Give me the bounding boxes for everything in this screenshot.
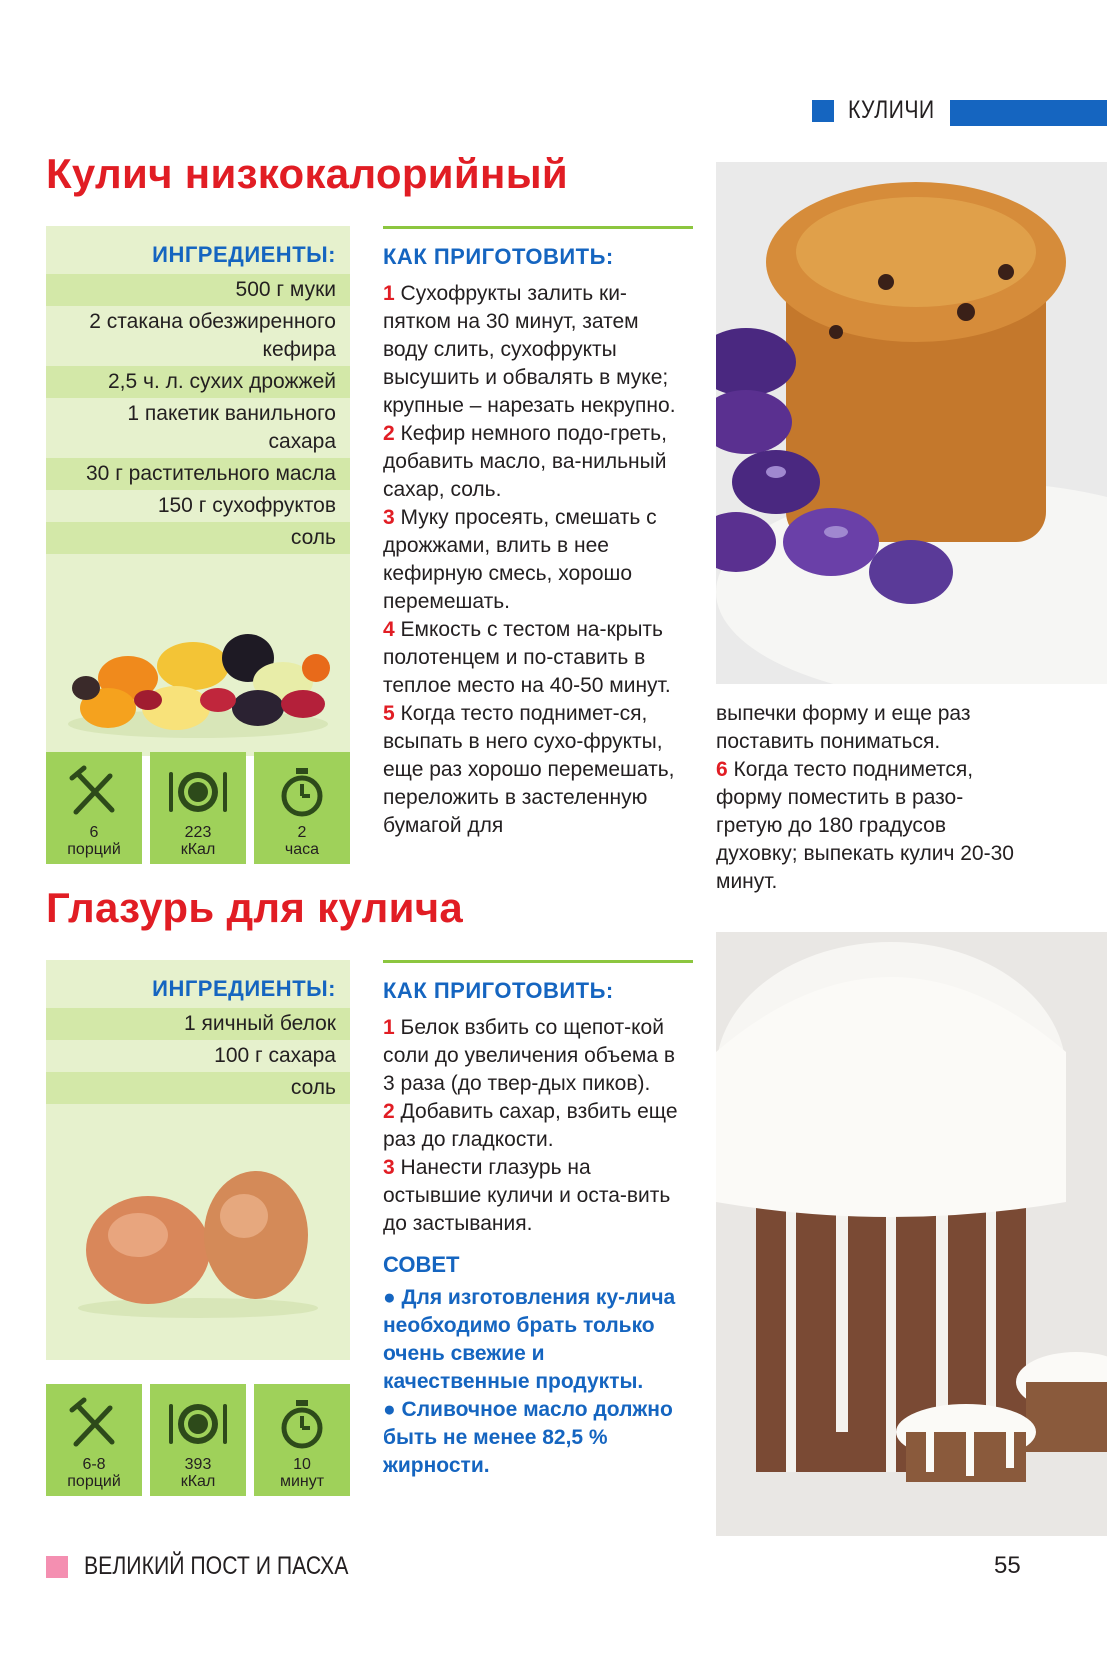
recipe1-method (383, 244, 683, 840)
servings-stat (46, 752, 142, 864)
footer-marker (46, 1556, 68, 1578)
kulich-photo (716, 162, 1107, 684)
step: 2 Добавить сахар, взбить еще раз до гладкости. (383, 1100, 678, 1151)
step: 3 Муку просеять, смешать с дрожжами, влить в нее кефирную смесь, хорошо перемешать. (383, 506, 657, 613)
time-value: 10 (293, 1456, 311, 1473)
servings-unit: порций (67, 841, 121, 858)
section-bar (950, 100, 1107, 126)
calories-unit: кКал (180, 1473, 216, 1490)
dried-fruit-image (48, 596, 348, 746)
calories-stat (150, 1384, 246, 1496)
step: 1 Белок взбить со щепот-кой соли до увеличения объема в 3 раза (до твер-дых пиков). (383, 1016, 676, 1095)
time-stat (254, 1384, 350, 1496)
plate-icon (166, 764, 230, 820)
calories-unit: кКал (180, 841, 216, 858)
calories-stat (150, 752, 246, 864)
ingredient-item: соль (46, 522, 350, 554)
recipe1-ingredients-list (46, 274, 350, 554)
section-tag (812, 96, 950, 125)
fork-knife-icon (66, 764, 122, 820)
recipe1-continuation (716, 700, 1026, 896)
glazed-kulich-image (716, 932, 1107, 1536)
recipe1-title: Кулич низкокалорийный (46, 150, 568, 197)
time-stat (254, 752, 350, 864)
servings-stat (46, 1384, 142, 1496)
calories-value: 393 (184, 1456, 212, 1473)
calories-value: 223 (184, 824, 212, 841)
step: 1 Сухофрукты залить ки-пятком на 30 минут, затем воду слить, сухофрукты высушить и обвалять в муке; крупные – нарезать некрупно. (383, 282, 676, 417)
recipe1-rule (383, 226, 693, 229)
tip-item: ● Для изготовления ку-лича необходимо брать только очень свежие и качественные продукты. (383, 1286, 676, 1393)
time-value: 2 (297, 824, 307, 841)
eggs-image (48, 1140, 348, 1330)
recipe2-title: Глазурь для кулича (46, 884, 464, 931)
footer-title: ВЕЛИКИЙ ПОСТ И ПАСХА (84, 1552, 349, 1580)
recipe2-ingredients-head: ИНГРЕДИЕНТЫ: (152, 976, 336, 1001)
servings-value: 6 (89, 824, 99, 841)
page-number: 55 (994, 1552, 1021, 1579)
recipe2-method-head: КАК ПРИГОТОВИТЬ: (383, 978, 614, 1003)
tip-item: ● Сливочное масло должно быть не менее 82,5 % жирности. (383, 1398, 673, 1477)
tip-head: СОВЕТ (383, 1252, 460, 1277)
kulich-image (716, 162, 1107, 684)
fork-knife-icon (66, 1396, 122, 1452)
ingredient-item: 100 г сахара (214, 1044, 336, 1067)
recipe1-stats (46, 752, 350, 864)
time-unit: минут (279, 1473, 325, 1490)
recipe1-steps (383, 280, 683, 840)
continuation-text: выпечки форму и еще раз поставить пониматься. (716, 702, 971, 753)
step: 2 Кефир немного подо-греть, добавить масло, ва-нильный сахар, соль. (383, 422, 667, 501)
ingredient-item: 150 г сухофруктов (157, 494, 336, 517)
ingredient-item: 500 г муки (46, 274, 350, 306)
recipe2-rule (383, 960, 693, 963)
recipe1-ingredients-head: ИНГРЕДИЕНТЫ: (152, 242, 336, 267)
section-marker (812, 100, 834, 122)
recipe1-method-head: КАК ПРИГОТОВИТЬ: (383, 244, 614, 269)
ingredient-item: 2 стакана обезжиренного кефира (89, 310, 336, 361)
ingredient-item: 2,5 ч. л. сухих дрожжей (46, 366, 350, 398)
recipe2-stats (46, 1384, 350, 1496)
step: 6 Когда тесто поднимется, форму поместить в разо-гретую до 180 градусов духовку; выпекать кулич 20-30 минут. (716, 758, 1014, 893)
recipe1-ingredients-panel (46, 226, 350, 756)
servings-value: 6-8 (82, 1456, 106, 1473)
servings-unit: порций (67, 1473, 121, 1490)
stopwatch-icon (274, 764, 330, 820)
recipe2-method (383, 978, 683, 1480)
step: 4 Емкость с тестом на-крыть полотенцем и по-ставить в теплое место на 40-50 минут. (383, 618, 671, 697)
recipe2-ingredients-panel (46, 960, 350, 1360)
stopwatch-icon (274, 1396, 330, 1452)
ingredient-item: 1 пакетик ванильного сахара (127, 402, 336, 453)
ingredient-item: соль (46, 1072, 350, 1104)
step: 5 Когда тесто поднимет-ся, всыпать в него сухо-фрукты, еще раз хорошо перемешать, переложить в застеленную бумагой для (383, 702, 675, 837)
ingredient-item: 1 яичный белок (46, 1008, 350, 1040)
recipe2-steps (383, 1014, 683, 1238)
ingredient-item: 30 г растительного масла (46, 458, 350, 490)
recipe2-ingredients-list (46, 1008, 350, 1104)
section-label: КУЛИЧИ (848, 96, 935, 124)
plate-icon (166, 1396, 230, 1452)
glazed-kulich-photo (716, 932, 1107, 1536)
footer (46, 1552, 395, 1581)
time-unit: часа (284, 841, 320, 858)
step: 3 Нанести глазурь на остывшие куличи и оста-вить до застывания. (383, 1156, 671, 1235)
